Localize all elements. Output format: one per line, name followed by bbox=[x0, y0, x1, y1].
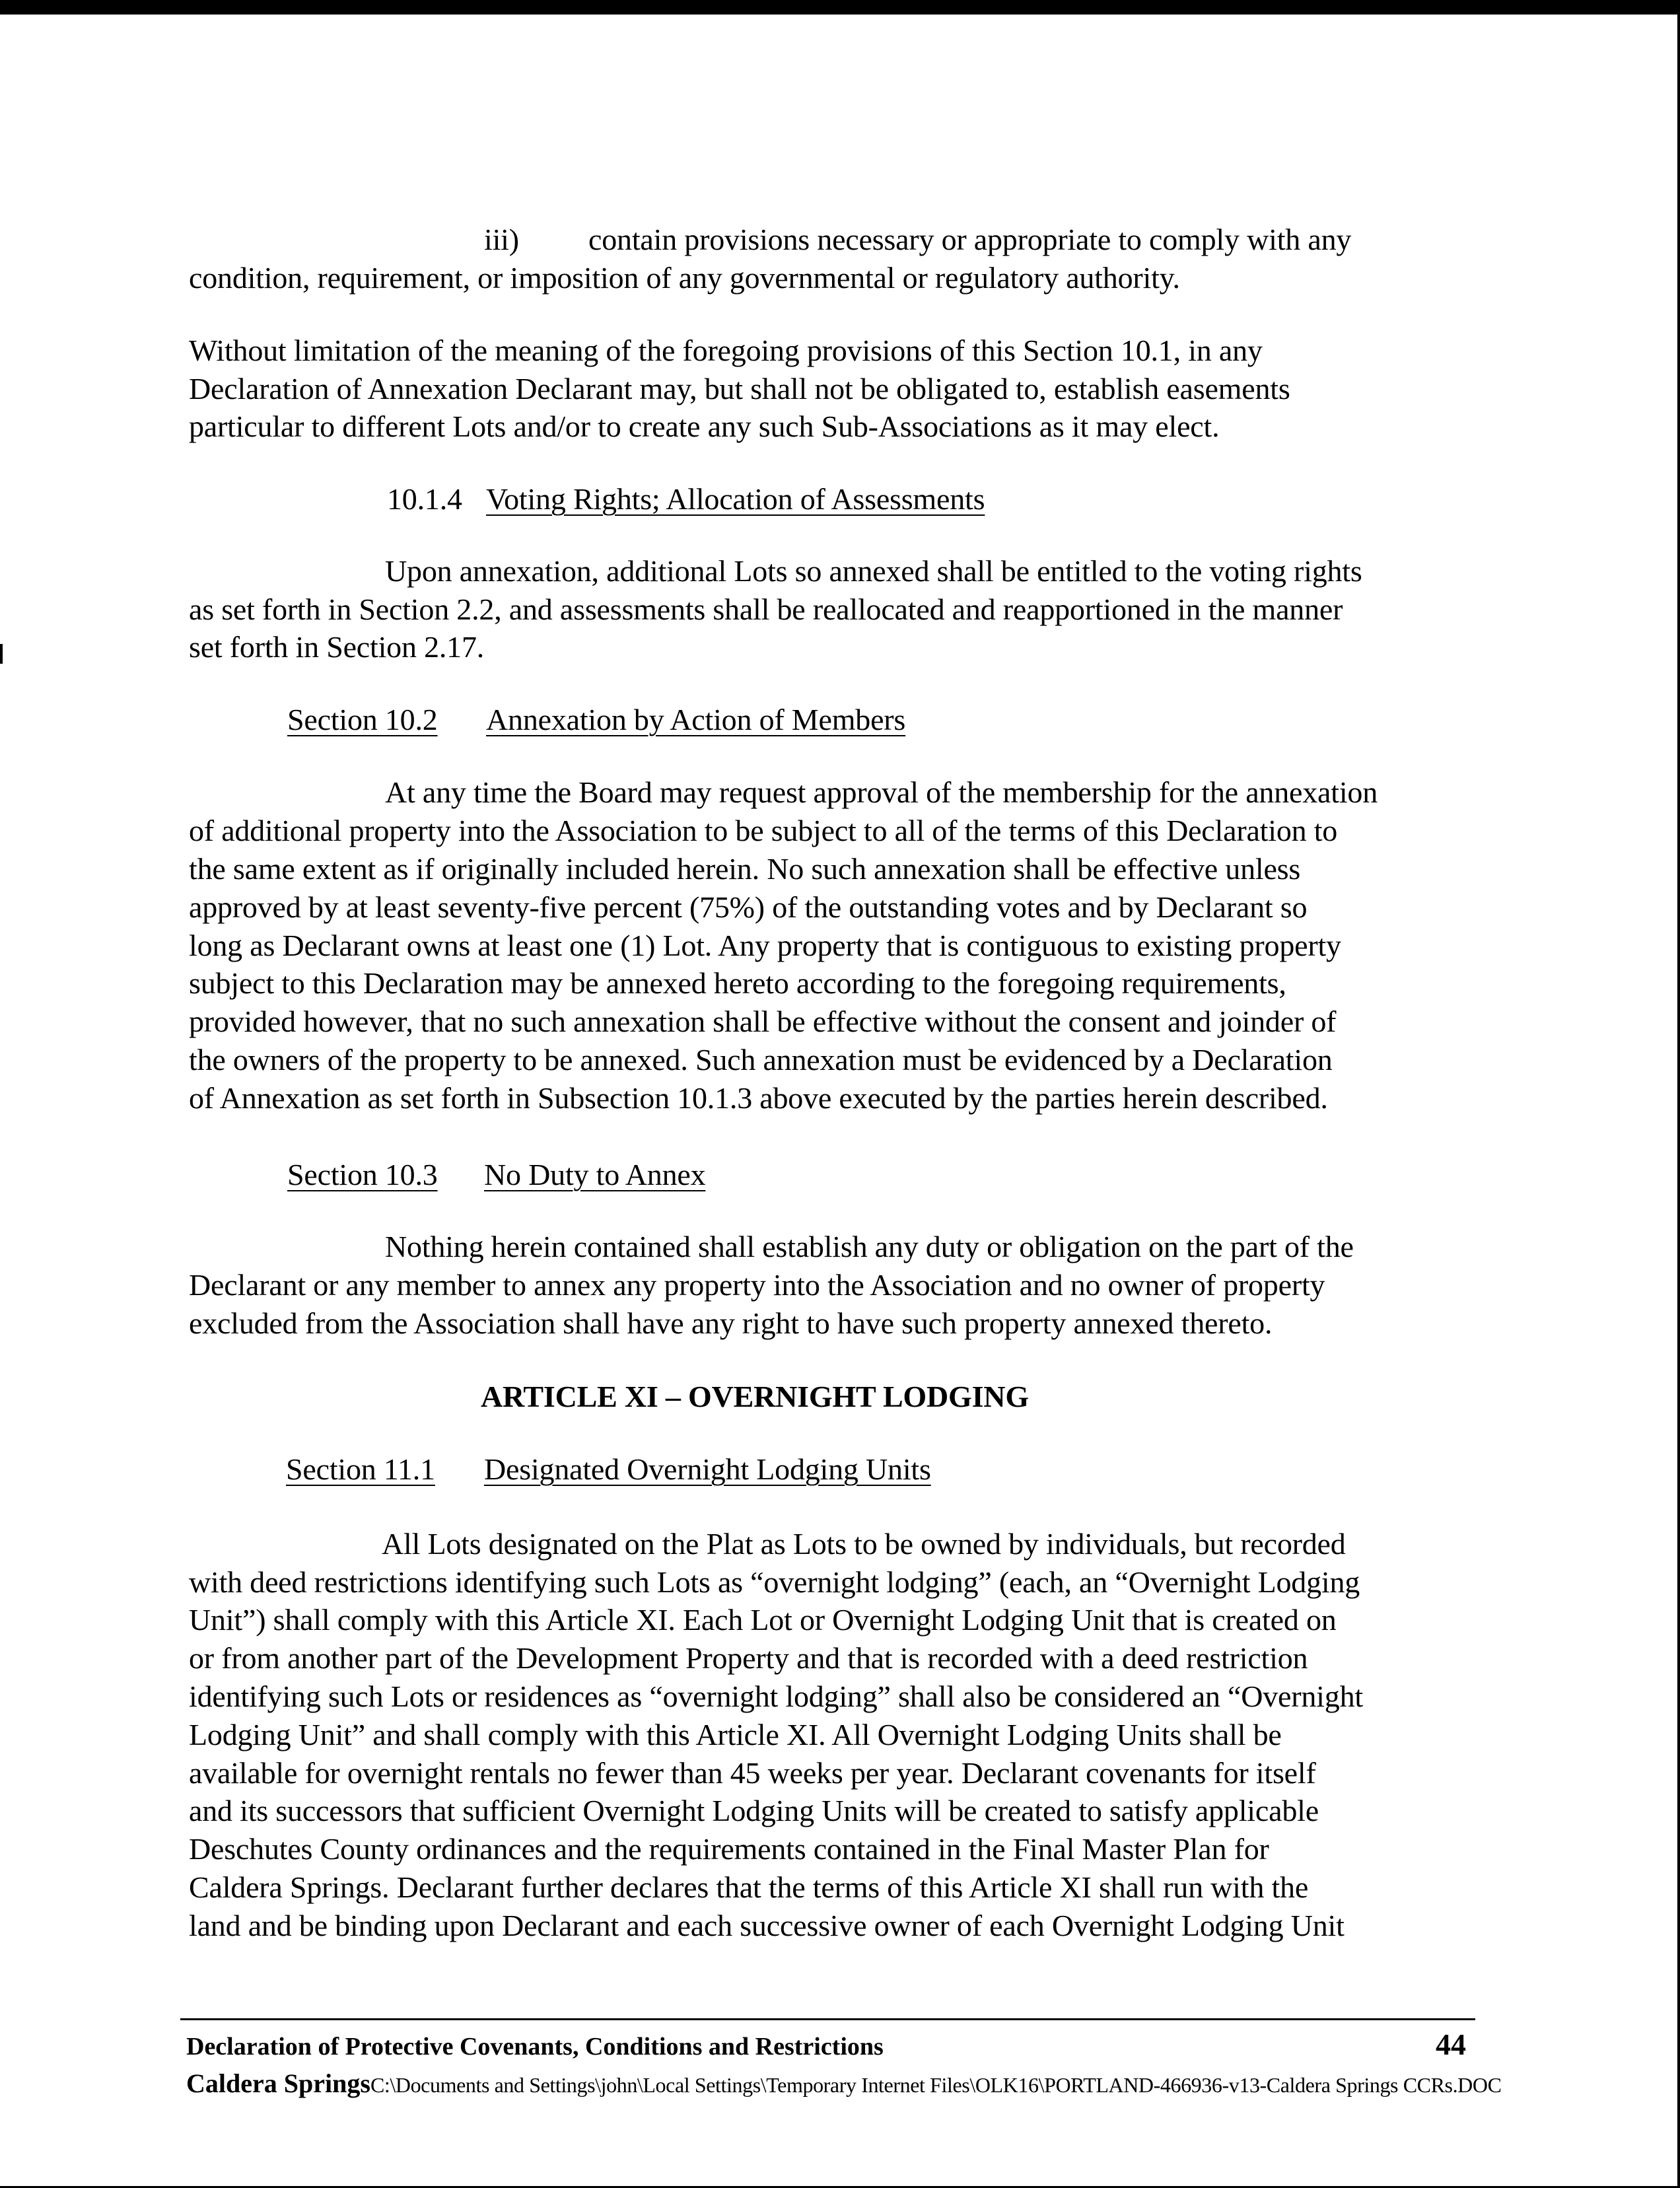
paragraph-line: long as Declarant owns at least one (1) Lot. Any property that is contiguous to existing property bbox=[189, 929, 1341, 962]
subsection-number: 10.1.4 bbox=[387, 482, 462, 516]
subsection-title: Voting Rights; Allocation of Assessments bbox=[486, 482, 985, 516]
paragraph-line: as set forth in Section 2.2, and assessments shall be reallocated and reapportioned in the manner bbox=[189, 592, 1343, 626]
item-iii-line-1: contain provisions necessary or appropriate to comply with any bbox=[588, 223, 1352, 256]
page-number: 44 bbox=[1436, 2028, 1466, 2061]
paragraph-line: of additional property into the Association to be subject to all of the terms of this Declaration to bbox=[189, 814, 1338, 847]
paragraph-line: particular to different Lots and/or to create any such Sub-Associations as it may elect. bbox=[189, 409, 1220, 443]
paragraph-line: Unit”) shall comply with this Article XI. Each Lot or Overnight Lodging Unit that is created on bbox=[189, 1603, 1337, 1637]
paragraph-line: with deed restrictions identifying such Lots as “overnight lodging” (each, an “Overnight Lodging bbox=[189, 1565, 1360, 1599]
section-number: Section 11.1 bbox=[286, 1452, 435, 1486]
paragraph-line: the same extent as if originally included herein. No such annexation shall be effective unless bbox=[189, 852, 1301, 886]
paragraph-line: At any time the Board may request approval of the membership for the annexation bbox=[385, 775, 1378, 809]
section-title: Designated Overnight Lodging Units bbox=[484, 1452, 931, 1486]
paragraph-line: Declaration of Annexation Declarant may, but shall not be obligated to, establish easements bbox=[189, 372, 1290, 406]
paragraph-line: provided however, that no such annexation shall be effective without the consent and joinder of bbox=[189, 1005, 1337, 1038]
item-iii-line-2: condition, requirement, or imposition of any governmental or regulatory authority. bbox=[189, 261, 1180, 295]
footer-project-name: Caldera Springs bbox=[186, 2068, 370, 2098]
paragraph-line: the owners of the property to be annexed. Such annexation must be evidenced by a Declaration bbox=[189, 1043, 1333, 1076]
paragraph-line: and its successors that sufficient Overnight Lodging Units will be created to satisfy applicable bbox=[189, 1794, 1319, 1827]
paragraph-line: Declarant or any member to annex any property into the Association and no owner of property bbox=[189, 1268, 1325, 1302]
paragraph-line: set forth in Section 2.17. bbox=[189, 630, 485, 664]
footer-divider bbox=[180, 2018, 1475, 2020]
paragraph-line: Caldera Springs. Declarant further declares that the terms of this Article XI shall run with the bbox=[189, 1870, 1309, 1904]
section-number: Section 10.3 bbox=[287, 1158, 438, 1191]
paragraph-line: available for overnight rentals no fewer than 45 weeks per year. Declarant covenants for itself bbox=[189, 1756, 1316, 1790]
paragraph-line: excluded from the Association shall have any right to have such property annexed thereto. bbox=[189, 1306, 1273, 1340]
paragraph-line: Nothing herein contained shall establish any duty or obligation on the part of the bbox=[385, 1230, 1354, 1263]
article-heading: ARTICLE XI – OVERNIGHT LODGING bbox=[481, 1380, 1029, 1413]
section-title: No Duty to Annex bbox=[484, 1158, 706, 1191]
paragraph-line: or from another part of the Development Property and that is recorded with a deed restriction bbox=[189, 1641, 1308, 1675]
paragraph-line: land and be binding upon Declarant and each successive owner of each Overnight Lodging Unit bbox=[189, 1909, 1345, 1942]
section-title: Annexation by Action of Members bbox=[486, 703, 906, 736]
paragraph-line: Lodging Unit” and shall comply with this Article XI. All Overnight Lodging Units shall be bbox=[189, 1718, 1282, 1751]
footer-file-path: C:\Documents and Settings\john\Local Settings\Temporary Internet Files\OLK16\PORTLAND-466936-v13-Caldera Springs CCRs.DOC bbox=[370, 2073, 1502, 2097]
paragraph-line: Deschutes County ordinances and the requirements contained in the Final Master Plan for bbox=[189, 1832, 1269, 1866]
footer-file-line bbox=[186, 2068, 1502, 2105]
paragraph-line: of Annexation as set forth in Subsection 10.1.3 above executed by the parties herein described. bbox=[189, 1081, 1328, 1115]
paragraph-line: Upon annexation, additional Lots so annexed shall be entitled to the voting rights bbox=[385, 554, 1362, 588]
paragraph-line: Without limitation of the meaning of the foregoing provisions of this Section 10.1, in any bbox=[189, 334, 1263, 367]
paragraph-line: subject to this Declaration may be annexed hereto according to the foregoing requirements, bbox=[189, 966, 1286, 1000]
paragraph-line: All Lots designated on the Plat as Lots to be owned by individuals, but recorded bbox=[382, 1527, 1346, 1561]
paragraph-line: identifying such Lots or residences as “overnight lodging” shall also be considered an “Overnight bbox=[189, 1679, 1363, 1713]
list-marker-iii: iii) bbox=[484, 223, 519, 256]
section-number: Section 10.2 bbox=[287, 703, 438, 736]
paragraph-line: approved by at least seventy-five percent (75%) of the outstanding votes and by Declarant so bbox=[189, 890, 1308, 924]
footer-document-title: Declaration of Protective Covenants, Conditions and Restrictions bbox=[186, 2033, 884, 2061]
